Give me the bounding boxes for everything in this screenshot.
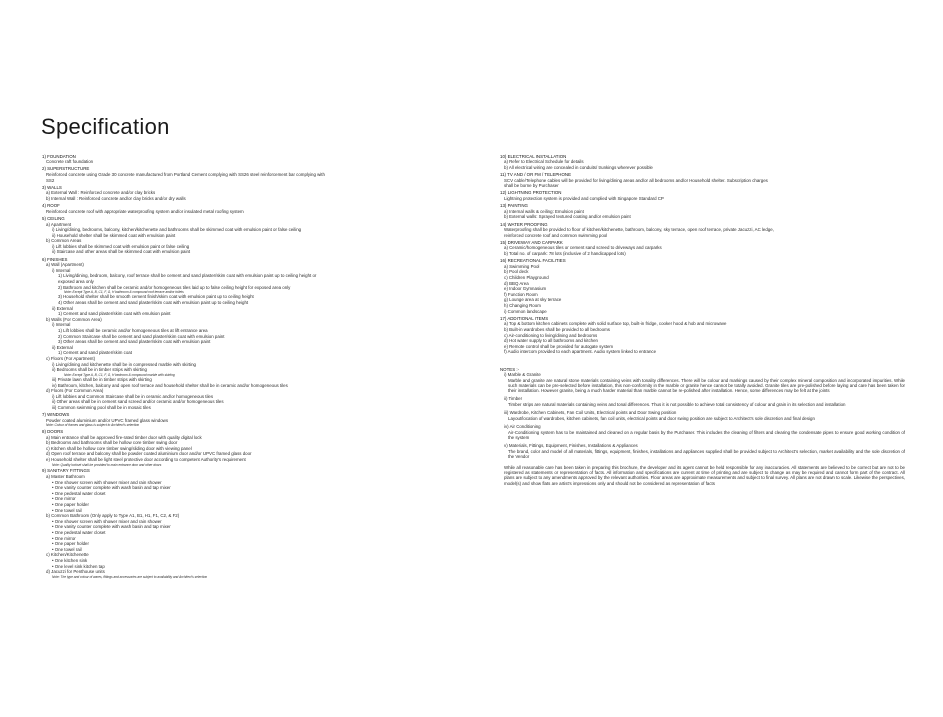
note-heading: iii) Wardrobe, Kitchen Cabinets, Fan Coil Units, Electrical points and Door Swing position	[504, 410, 677, 416]
spec-line: • One vanity counter complete with wash basin and tap mixer	[52, 524, 171, 530]
spec-line: iii) Private lawn shall be in timber strips with skirting	[52, 376, 152, 382]
spec-line: a) Ceramic/homogeneous tiles or cement sand screed to driveways and carparks	[504, 245, 662, 251]
spec-line: b) All electrical wiring are concealed in conduits/ trunkings wherever possible	[504, 164, 653, 170]
section-heading: 14) WATER PROOFING	[500, 221, 548, 227]
spec-line: c) Air-conditioning to living/dining and bedrooms	[504, 332, 598, 338]
spec-line: h) Changing Room	[504, 303, 541, 308]
left-column	[42, 152, 462, 579]
spec-line: a) Top & bottom kitchen cabinets complete with solid surface top, built-in fridge, cooker hood & hob and microwave	[504, 321, 727, 327]
spec-line: 1) Lift lobbies shall be ceramic and/or homogeneous tiles at lift entrance area	[58, 327, 208, 333]
spec-line: • One towel rail	[52, 507, 82, 513]
spec-line: Lightning protection system is provided and complied with Singapore Standard CP	[504, 195, 664, 201]
spec-line: a) Master Bathroom	[46, 474, 85, 480]
spec-line: f) Function Room	[504, 291, 538, 297]
spec-line: Reinforced concrete using Grade 30 concrete manufactured from Portland Cement complying with SS26 steel reinforcement bar complying with	[46, 171, 325, 177]
spec-line: b) External walls: Sprayed textured coating and/or emulsion paint	[504, 214, 631, 220]
spec-line: a) Apartment	[46, 221, 72, 227]
spec-line: e) Household shelter shall be light steel protective door according to competent Authority's requirement	[46, 457, 246, 463]
notes-list	[500, 372, 905, 462]
note-body: The brand, color and model of all materials, fittings, equipment, finishes, installations and appliances supplied shall be provided subject to Architect's selection, market availability and the sole discretion of the Vendor	[508, 448, 905, 459]
spec-line: SS2	[46, 177, 55, 183]
spec-line: • One shower screen with shower mixer and rain shower	[52, 518, 162, 524]
spec-line: f) Audio intercom provided to each apartment. Audio system linked to entrance	[504, 349, 657, 355]
note-heading: iv) Air Conditioning	[504, 423, 541, 429]
spec-line: 1) Cement and sand plaster/skim coat with emulsion paint	[58, 311, 171, 317]
section-heading: 1) FOUNDATION	[42, 153, 76, 159]
spec-line: i) Internal	[52, 322, 71, 328]
spec-line: c) Children Playground	[504, 275, 549, 281]
spec-line: • One towel rail	[52, 546, 82, 552]
spec-line: b) Bedrooms and bathrooms shall be hollow core timber swing door	[46, 440, 178, 446]
note-heading: v) Materials, Fittings, Equipment, Finishes, Installations & Appliances	[504, 442, 638, 448]
spec-line: • One vanity counter complete with wash basin and tap mixer	[52, 485, 171, 491]
spec-line: Powder coated aluminium and/or UPVC framed glass windows	[46, 417, 169, 423]
section-heading: 5) CEILING	[42, 215, 65, 221]
spec-line: ii) External	[52, 305, 73, 311]
spec-line: shall be borne by Purchaser	[504, 183, 559, 189]
spec-line: ii) Bedrooms shall be in timber strips with skirting	[52, 367, 147, 373]
spec-line: SCV cable/Telephone cables will be provided for living/dining areas and/or all bedrooms and/or Household shelter. Subscription charges	[504, 177, 768, 183]
disclaimer-text: While all reasonable care has been taken in preparing this brochure, the developer and its agent cannot be held responsible for any inaccuracies. All statements are believed to be correct but are not to be registered as statements or representation of facts. All information and specifications are current at time of printing and are subject to change as may be required and cannot form part of the contract. All plans are subject to any amendments approved by the relevant authorities. Floor areas are approximate measurements and subject to final survey. All plans are not drawn to scale. Likewise the perspectives, model(s) and show flats are artist's impressions only and should not be considered as representation of facts	[504, 464, 905, 486]
spec-line: 3) Household shelter shall be smooth cement finish/skim coat with emulsion paint up to ceiling height	[58, 294, 254, 300]
spec-line: • One mirror	[52, 535, 76, 541]
spec-line: c) Kitchen/Kitchenette	[46, 552, 89, 558]
spec-line: 2) Bathroom and kitchen shall be ceramic and/or homogeneous tiles laid up to false ceiling height for exposed area only	[58, 284, 291, 290]
spec-line: 3) Other areas shall be cement and sand plaster/skim coat with emulsion paint	[58, 339, 211, 345]
spec-line: Waterproofing shall be provided to floor of kitchen/kitchenette, bathroom, balcony, sky terrace, open roof terrace, private Jacuzzi, AC ledge,	[504, 227, 774, 233]
section-heading: 2) SUPERSTRUCTURE	[42, 166, 90, 172]
spec-line: d) Jacuzzi for Penthouse units	[46, 569, 105, 575]
spec-line: b) Common Areas	[46, 238, 82, 244]
note-body: Layout/location of wardrobes, kitchen cabinets, fan coil units, electrical points and door swing position are subject to Architect's sole discretion and final design	[508, 415, 815, 421]
spec-line: b) Common Bathroom (Only apply to Type A1, B1, H1, F1, C2, & F2)	[46, 513, 180, 519]
spec-line: exposed area only	[58, 279, 94, 285]
right-spec-list	[500, 154, 905, 355]
spec-line: • One level sink kitchen tap	[52, 563, 105, 569]
spec-line: c) Floors (For Apartment)	[46, 355, 96, 361]
spec-line: • One pedestal water closet	[52, 529, 106, 535]
spec-line: iii) Common swimming pool shall be in mosaic tiles	[52, 404, 151, 410]
section-heading: 8) DOORS	[42, 429, 64, 435]
note-body: Marble and granite are natural stone materials containing veins with tonality differences. There will be colour and markings caused by their complex mineral composition and incorporated impurities. While such materials can be pre-selected before installation, this non-conformity in the marble or granite hence cannot be totally avoided. Granite tiles are pre-polished before laying and care has been taken for their installation. However granite, being a much harder material than marble cannot be re-polished after installation. Hence, some differences may be felt at the joints	[508, 377, 905, 394]
spec-line: a) Wall (Apartment)	[46, 262, 84, 268]
section-heading: 17) ADDITIONAL ITEMS	[500, 315, 549, 321]
spec-line: ii) Household shelter shall be skimmed coat with emulsion paint	[52, 232, 176, 238]
spec-line: reinforced concrete roof and common swimming pool	[504, 232, 608, 238]
spec-line: b) Pool deck	[504, 269, 529, 275]
spec-line: b) Walls (For Common Area)	[46, 316, 102, 322]
spec-line: • One paper holder	[52, 502, 89, 507]
spec-line: i) Internal	[52, 267, 71, 273]
spec-line: e) Indoor Gymnasium	[504, 286, 547, 292]
right-column	[500, 152, 905, 486]
spec-line: b) Internal Wall : Reinforced concrete and/or clay bricks and/or dry walls	[46, 195, 186, 201]
spec-line: • One mirror	[52, 496, 76, 502]
note-heading: ii) Timber	[504, 396, 523, 402]
spec-line: b) Built-in wardrobes shall be provided to all bedrooms	[504, 326, 610, 332]
spec-line: i) Living/dining, bedrooms, balcony, kitchen/kitchenette and bathrooms shall be skimmed coat with emulsion paint or false ceiling	[52, 227, 302, 233]
spec-line: i) Lift lobbies and Common Staircase shall be in ceramic and/or homogeneous tiles	[52, 393, 214, 399]
spec-line: g) Lounge area at sky terrace	[504, 297, 562, 303]
spec-line: d) Open roof terrace and balcony shall be powder coated aluminium door and/or UPVC framed glass door	[46, 451, 252, 457]
section-heading: 9) SANITARY FITTINGS	[42, 468, 90, 474]
spec-line: a) Swimming Pool	[504, 263, 540, 269]
section-heading: 16) RECREATIONAL FACILITIES	[500, 258, 566, 264]
note-body: Timber strips are natural materials containing veins and tonal differences. Thus it is not possible to achieve total consistency of colour and grain in its selection and installation	[508, 401, 846, 407]
spec-line: ii) External	[52, 344, 73, 350]
spec-line: ii) Other areas shall be in cement sand screed and/or ceramic and/or homogeneous tiles	[52, 399, 224, 405]
section-heading: 7) WINDOWS	[42, 412, 70, 418]
spec-line: • One pedestal water closet	[52, 490, 106, 496]
section-heading: 13) PAINTING	[500, 203, 528, 209]
section-heading: 11) TV AND / OR FM / TELEPHONE	[500, 171, 571, 177]
spec-line: a) Refer to Electrical Schedule for details	[504, 159, 584, 165]
spec-line: • One kitchen sink	[52, 557, 88, 563]
spec-line: • One shower screen with shower mixer and rain shower	[52, 479, 162, 485]
note-heading: i) Marble & Granite	[504, 372, 541, 378]
spec-line: 1) Living/dining, bedroom, balcony, roof terrace shall be cement and sand plaster/skim coat with emulsion paint up to ceiling height or	[58, 273, 317, 279]
note-body: Air-Conditioning system has to be maintained and cleaned on a regular basis by the Purchaser. This includes the cleaning of filters and clearing the condensate pipes to ensure good working condition of the system	[508, 429, 905, 440]
spec-line: d) Hot water supply to all bathrooms and kitchen	[504, 338, 598, 344]
spec-line: d) Floors (For Common Area)	[46, 388, 104, 394]
spec-line: d) BBQ Area	[504, 280, 529, 286]
spec-line: Note: Quality lockset shall be provided to main entrance door and other doors	[52, 462, 162, 467]
spec-line: 1) Cement and sand plaster/skim coat	[58, 350, 132, 356]
spec-line: Concrete raft foundation	[46, 159, 94, 165]
spec-line: Note: The type and colour of wares, fittings and accessories are subject to availability and Architect's selection	[52, 574, 208, 579]
spec-line: a) Main entrance shall be approved fire-rated timber door with quality digital lock	[46, 434, 202, 440]
spec-line: i) Living/dining and kitchenette shall be in compressed marble with skirting	[52, 361, 196, 367]
section-heading: 15) DRIVEWAY AND CARPARK	[500, 239, 563, 245]
spec-line: i) Common landscape	[504, 308, 547, 314]
page-title: Specification	[41, 114, 170, 139]
spec-line: 4) Other areas shall be cement and sand plaster/skim coat with emulsion paint up to ceiling height	[58, 300, 249, 306]
section-heading: 6) FINISHES	[42, 256, 68, 262]
spec-line: b) Total no. of carpark: 78 lots (inclusive of 2 handicapped lots)	[504, 251, 626, 257]
spec-line: Note: Except Type A, B, C1, F, G, H bathroom & compound roof terrace and/or toilets	[64, 290, 184, 295]
spec-line: Note: Except Type A, B, C1, F, G, H bedroom & compound marble with skirting	[64, 372, 175, 377]
spec-line: e) Remote control shall be provided for autogate system	[504, 343, 614, 349]
section-heading: 4) ROOF	[42, 203, 60, 209]
spec-line: Note: Colour of frames and glass is subject to Architect's selection	[46, 423, 140, 428]
notes-heading: NOTES :-	[500, 366, 520, 372]
spec-line: ii) Staircase and other areas shall be skimmed coat with emulsion paint	[52, 249, 191, 255]
spec-line: 2) Common Staircase shall be cement and sand plaster/skim coat with emulsion paint	[58, 333, 225, 339]
spec-line: a) External Wall : Reinforced concrete and/or clay bricks	[46, 190, 156, 196]
spec-line: Reinforced concrete roof with appropriate waterproofing system and/or insulated metal roofing system	[46, 208, 244, 214]
section-heading: 3) WALLS	[42, 184, 62, 190]
spec-line: i) Lift lobbies shall be skimmed coat with emulsion paint or false ceiling	[52, 243, 190, 249]
spec-line: • One paper holder	[52, 541, 89, 547]
spec-line: iv) Bathroom, kitchen, balcony and open roof terrace and household shelter shall be in ceramic and/or homogeneous tiles	[52, 382, 288, 388]
section-heading: 12) LIGHTNING PROTECTION	[500, 190, 562, 196]
spec-line: c) Kitchen shall be hollow core timber swing/sliding door with viewing panel	[46, 445, 192, 451]
spec-line: a) Internal walls & ceiling: Emulsion paint	[504, 208, 584, 214]
section-heading: 10) ELECTRICAL INSTALLATION	[500, 153, 567, 159]
